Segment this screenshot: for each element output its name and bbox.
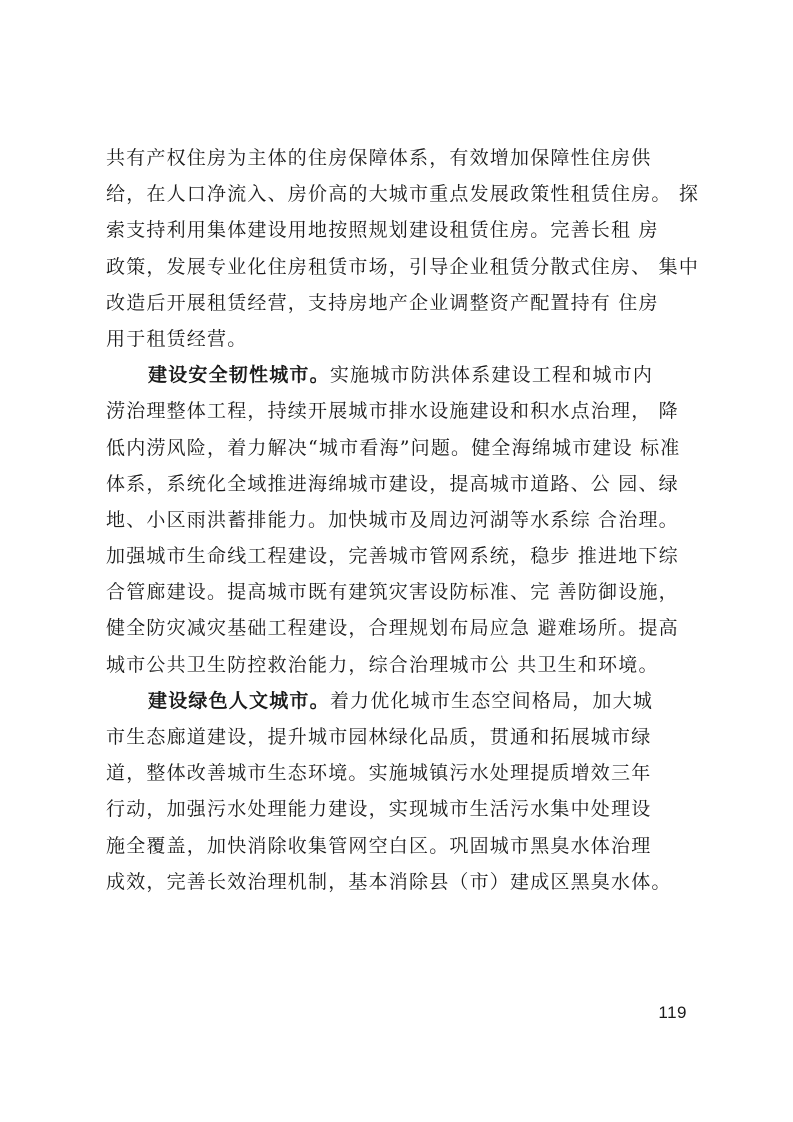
text-line: 涝治理整体工程，持续开展城市排水设施建设和积水点治理， 降 <box>106 400 679 423</box>
text-line: 地、小区雨洪蓄排能力。加快城市及周边河湖等水系综 合治理。 <box>106 508 679 531</box>
section-heading: 建设绿色人文城市。 <box>148 689 330 712</box>
section-heading: 建设安全韧性城市。 <box>148 364 330 387</box>
text-line: 给，在人口净流入、房价高的大城市重点发展政策性租赁住房。 探 <box>106 183 700 206</box>
document-body <box>106 140 700 900</box>
paragraph-resilient-city <box>106 357 692 683</box>
paragraph-housing <box>106 140 700 357</box>
text-line: 市生态廊道建设，提升城市园林绿化品质，贯通和拓展城市绿 <box>106 726 652 748</box>
text-line: 体系，系统化全域推进海绵城市建设，提高城市道路、公 园、绿 <box>106 472 679 495</box>
paragraph-green-city <box>106 683 692 900</box>
text-line: 城市公共卫生防控救治能力，综合治理城市公 共卫生和环境。 <box>106 653 659 676</box>
text-line: 低内涝风险，着力解决“城市看海”问题。健全海绵城市建设 标准 <box>106 436 681 459</box>
text-run: 着力优化城市生态空间格局，加大城 <box>329 689 654 712</box>
text-line: 道，整体改善城市生态环境。实施城镇污水处理提质增效三年 <box>106 762 652 785</box>
paragraph-first-line <box>106 357 692 393</box>
text-line: 索支持利用集体建设用地按照规划建设租赁住房。完善长租 房 <box>106 219 659 242</box>
text-line: 施全覆盖，加快消除收集管网空白区。巩固城市黑臭水体治理 <box>106 834 652 857</box>
page-number: 119 <box>658 1003 687 1022</box>
text-run: 实施城市防洪体系建设工程和城市内 <box>329 364 654 387</box>
text-line: 行动，加强污水处理能力建设，实现城市生活污水集中处理设 <box>106 798 652 821</box>
text-line: 改造后开展租赁经营，支持房地产企业调整资产配置持有 住房 <box>106 291 659 314</box>
text-line: 成效，完善长效治理机制，基本消除县（市）建成区黑臭水体。 <box>106 870 672 893</box>
text-line: 合管廊建设。提高城市既有建筑灾害设防标准、完 善防御设施， <box>106 581 679 604</box>
text-line: 加强城市生命线工程建设，完善城市管网系统，稳步 推进地下综 <box>106 545 679 568</box>
paragraph-first-line <box>106 683 692 719</box>
text-line: 用于租赁经营。 <box>106 327 248 350</box>
text-line: 政策，发展专业化住房租赁市场，引导企业租赁分散式住房、 集中 <box>106 255 700 278</box>
text-line: 共有产权住房为主体的住房保障体系，有效增加保障性住房供 <box>106 147 652 169</box>
text-line: 健全防灾减灾基础工程建设，合理规划布局应急 避难场所。提高 <box>106 617 679 640</box>
